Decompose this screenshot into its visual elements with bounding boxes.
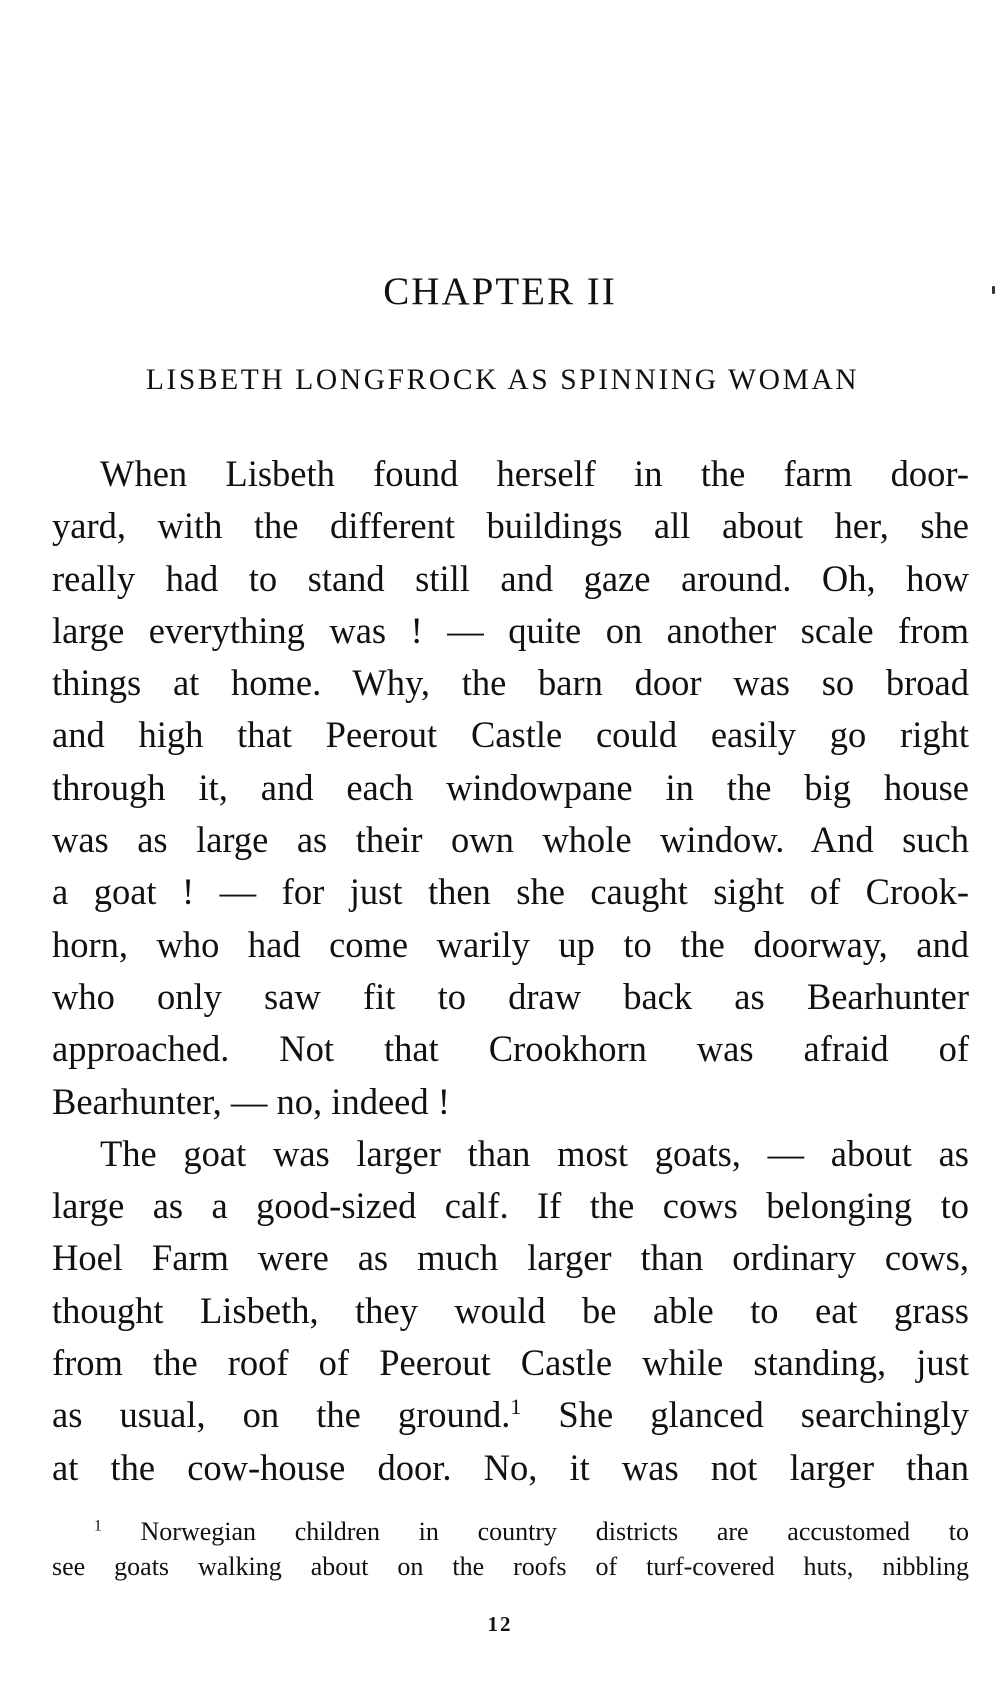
text-line: from the roof of Peerout Castle while standing, just [52, 1342, 969, 1384]
footnote-marker: 1 [94, 1517, 102, 1535]
chapter-number: CHAPTER II [383, 270, 617, 313]
text-line: large as a good-sized calf. If the cows belonging to [52, 1185, 969, 1227]
text-line: large everything was ! — quite on another scale from [52, 609, 969, 651]
chapter-title: LISBETH LONGFROCK AS SPINNING WOMAN [145, 364, 860, 396]
body-text [52, 448, 969, 1494]
footnote-reference[interactable]: 1 [510, 1394, 522, 1420]
text-line: things at home. Why, the barn door was so broad [52, 662, 969, 704]
text-line: at the cow-house door. No, it was not larger than [52, 1446, 969, 1488]
text-line: a goat ! — for just then she caught sight of Crook- [52, 871, 969, 913]
text-line: really had to stand still and gaze around. Oh, how [52, 557, 969, 599]
text-line: yard, with the different buildings all about her, she [52, 505, 969, 547]
footnote-line: see goats walking about on the roofs of turf-covered huts, nibbling [52, 1552, 969, 1581]
text-line: Hoel Farm were as much larger than ordinary cows, [52, 1237, 969, 1279]
text-line: through it, and each windowpane in the big house [52, 766, 969, 808]
scan-speck [992, 286, 995, 294]
text-segment: She glanced searchingly [521, 1394, 969, 1436]
text-line: was as large as their own whole window. And such [52, 819, 969, 861]
text-line: thought Lisbeth, they would be able to eat grass [52, 1289, 969, 1331]
text-line: approached. Not that Crookhorn was afraid of [52, 1028, 969, 1070]
text-line: and high that Peerout Castle could easily go right [52, 714, 969, 756]
text-line: horn, who had come warily up to the doorway, and [52, 923, 969, 965]
footnote-text: Norwegian children in country districts are accustomed to [101, 1517, 969, 1546]
text-line: Bearhunter, — no, indeed ! [52, 1080, 450, 1122]
text-line: who only saw fit to draw back as Bearhunter [52, 975, 969, 1017]
text-line: When Lisbeth found herself in the farm door- [100, 453, 969, 494]
footnote-line [52, 1514, 969, 1549]
text-segment: as usual, on the ground. [52, 1394, 511, 1436]
footnotes [52, 1514, 969, 1584]
page-number: 12 [487, 1612, 513, 1636]
text-line: The goat was larger than most goats, — about as [100, 1132, 969, 1174]
text-line-with-footnote [52, 1389, 969, 1441]
